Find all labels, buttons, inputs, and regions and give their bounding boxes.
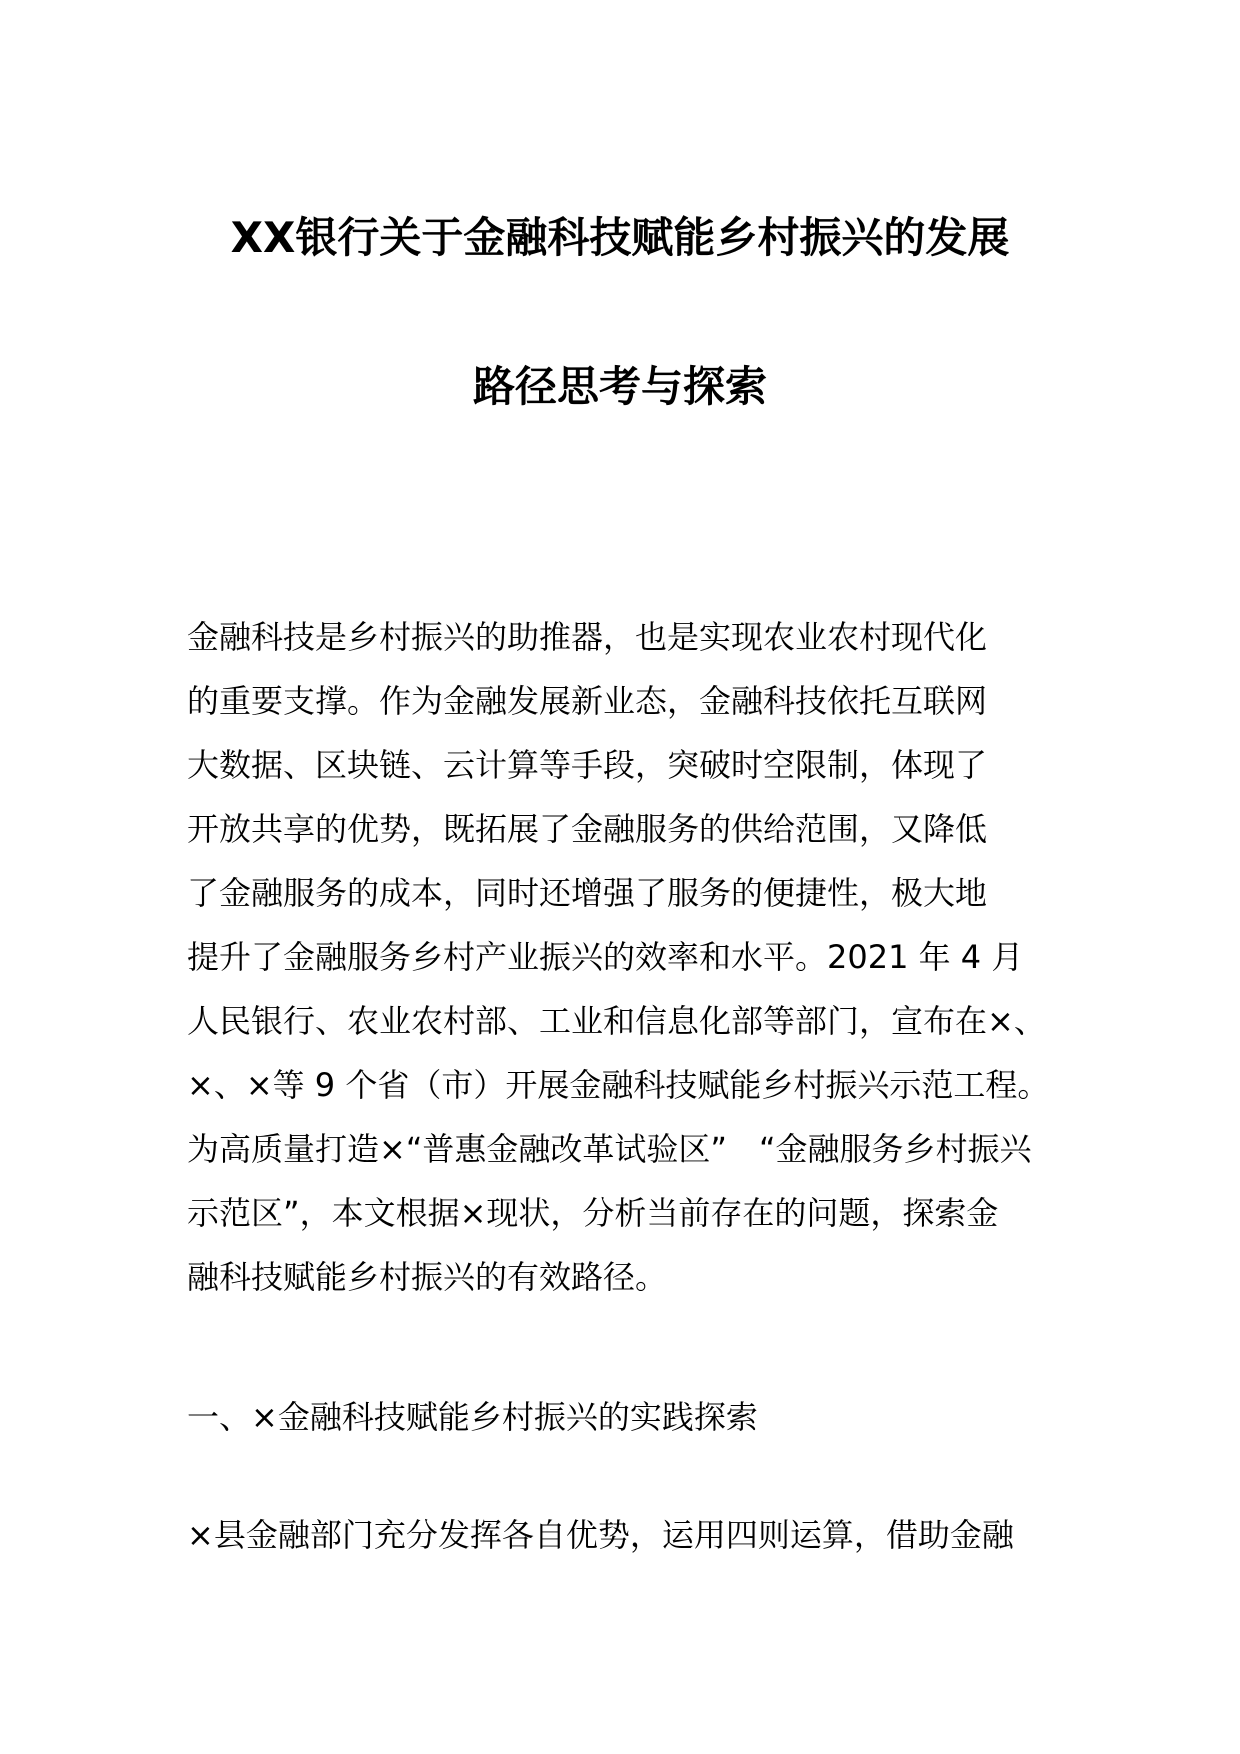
paragraph-line: 的重要支撑。作为金融发展新业态，金融科技依托互联网 <box>187 682 988 720</box>
paragraph-line: 开放共享的优势，既拓展了金融服务的供给范围，又降低 <box>187 810 988 848</box>
section-heading-1 <box>187 1385 1067 1449</box>
paragraph-line: 大数据、区块链、云计算等手段，突破时空限制，体现了 <box>187 746 988 784</box>
paragraph-line: 了金融服务的成本，同时还增强了服务的便捷性，极大地 <box>187 874 988 912</box>
paragraph-line: ×、×等 9 个省（市）开展金融科技赋能乡村振兴示范工程。 <box>187 1066 1050 1104</box>
paragraph-line: 示范区”，本文根据×现状，分析当前存在的问题，探索金 <box>187 1194 999 1232</box>
section-heading-text: 一、×金融科技赋能乡村振兴的实践探索 <box>187 1398 758 1436</box>
paragraph-line: 金融科技是乡村振兴的助推器，也是实现农业农村现代化 <box>187 618 988 656</box>
intro-paragraph <box>187 605 1067 1309</box>
paragraph-line: 提升了金融服务乡村产业振兴的效率和水平。2021 年 4 月 <box>187 938 1024 976</box>
section-1-paragraph <box>187 1503 1067 1567</box>
document-title-line-1: XX银行关于金融科技赋能乡村振兴的发展 <box>230 213 1010 262</box>
paragraph-line: 融科技赋能乡村振兴的有效路径。 <box>187 1258 668 1296</box>
paragraph-line: 为高质量打造×“普惠金融改革试验区” “金融服务乡村振兴 <box>187 1130 1032 1168</box>
paragraph-line: ×县金融部门充分发挥各自优势，运用四则运算，借助金融 <box>187 1516 1014 1554</box>
paragraph-line: 人民银行、农业农村部、工业和信息化部等部门，宣布在×、 <box>187 1002 1046 1040</box>
document-title-line-2: 路径思考与探索 <box>472 362 767 411</box>
